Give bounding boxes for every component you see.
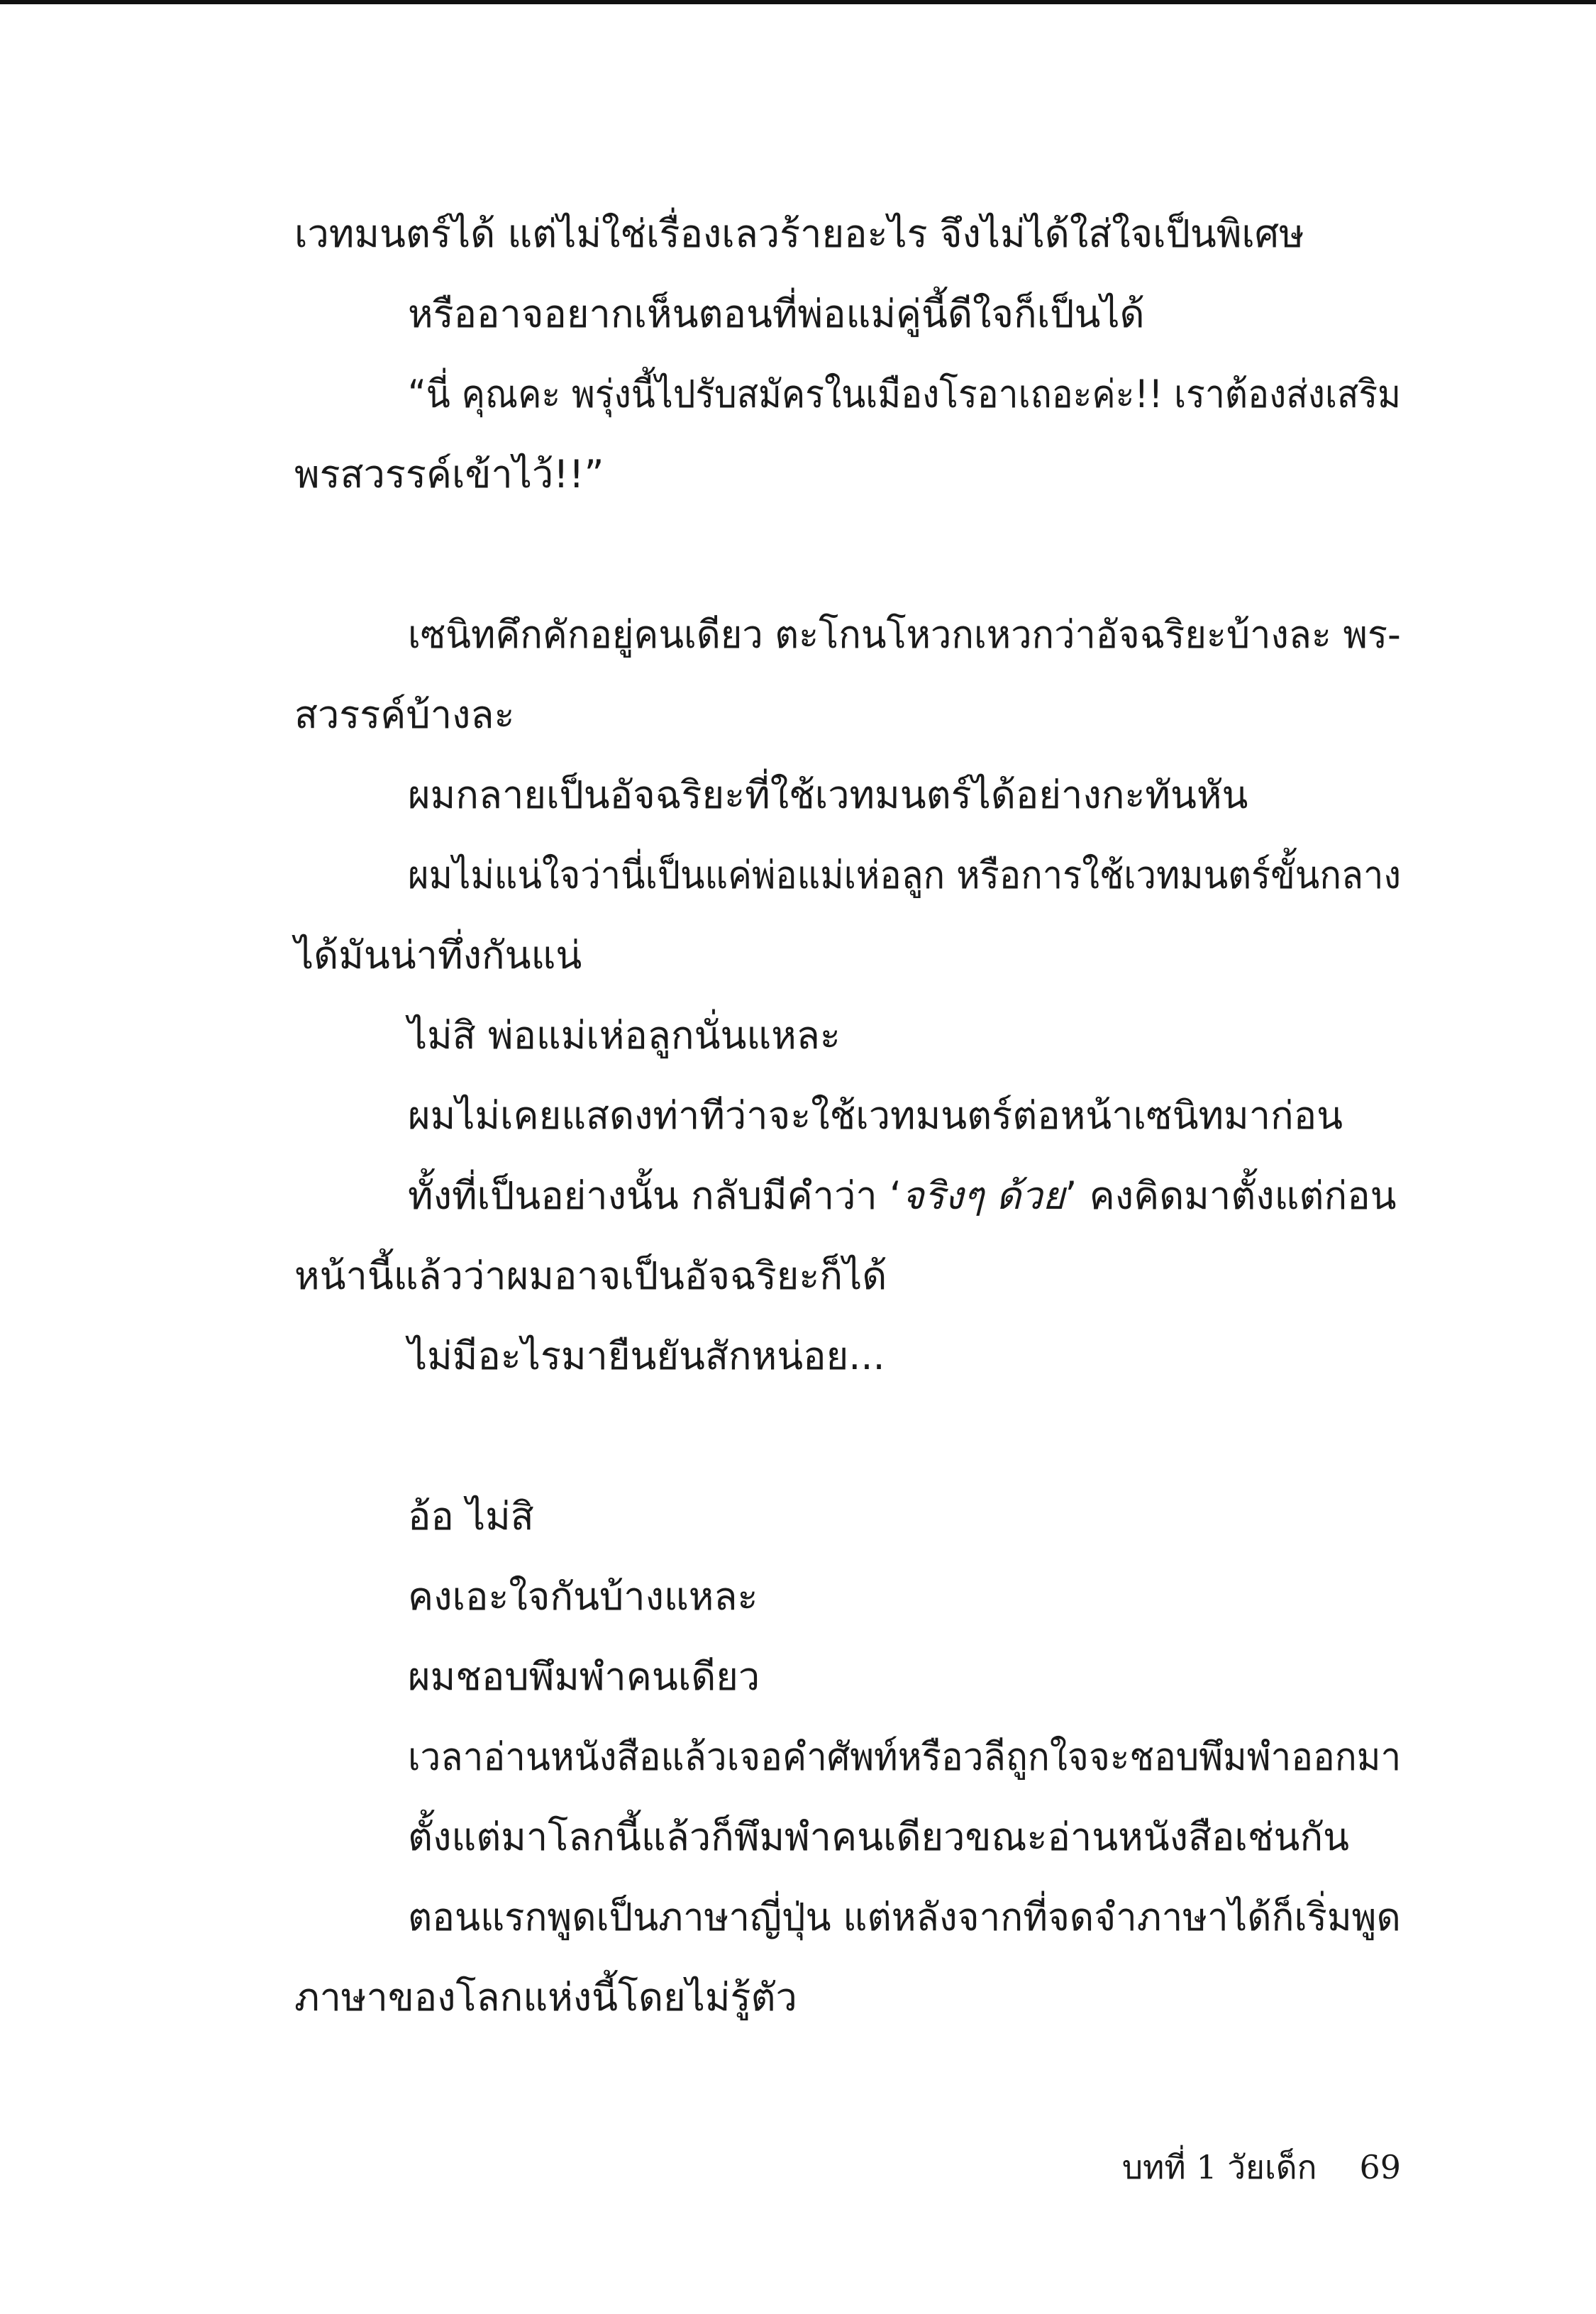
text-line: ผมชอบพึมพำคนเดียว xyxy=(408,1654,760,1699)
text-line: พรสวรรค์เข้าไว้!!” xyxy=(294,452,604,497)
text-line: ตอนแรกพูดเป็นภาษาญี่ปุ่น แต่หลังจากที่จดจำภาษาได้ก็เริ่มพูด xyxy=(408,1895,1401,1939)
text-line: ไม่สิ พ่อแม่เห่อลูกนั่นแหละ xyxy=(408,1013,841,1058)
page-footer xyxy=(1122,2142,1401,2192)
text-line: ภาษาของโลกแห่งนี้โดยไม่รู้ตัว xyxy=(294,1975,797,2020)
text-line: เซนิทคึกคักอยู่คนเดียว ตะโกนโหวกเหวกว่าอัจฉริยะบ้างละ พร- xyxy=(408,612,1401,657)
text-line: ผมไม่แน่ใจว่านี่เป็นแค่พ่อแม่เห่อลูก หรือการใช้เวทมนตร์ขั้นกลาง xyxy=(408,853,1402,897)
text-segment: ทั้งที่เป็นอย่างนั้น กลับมีคำว่า ‘ xyxy=(408,1173,902,1218)
chapter-title: บทที่ 1 วัยเด็ก xyxy=(1121,2148,1317,2186)
text-line: สวรรค์บ้างละ xyxy=(294,692,515,737)
text-line: เวทมนตร์ได้ แต่ไม่ใช่เรื่องเลวร้ายอะไร จึงไม่ได้ใส่ใจเป็นพิเศษ xyxy=(294,211,1304,256)
page-number: 69 xyxy=(1359,2148,1401,2186)
text-line: ผมกลายเป็นอัจฉริยะที่ใช้เวทมนตร์ได้อย่างกะทันหัน xyxy=(408,773,1248,817)
text-line: ได้มันน่าทึ่งกันแน่ xyxy=(294,933,582,978)
text-line: ตั้งแต่มาโลกนี้แล้วก็พึมพำคนเดียวขณะอ่านหนังสือเช่นกัน xyxy=(408,1815,1350,1859)
italic-phrase: จริงๆ ด้วย xyxy=(902,1173,1065,1218)
text-line: คงเอะใจกันบ้างแหละ xyxy=(408,1574,758,1619)
text-line xyxy=(408,1164,1397,1228)
text-segment: ’ คงคิดมาตั้งแต่ก่อน xyxy=(1065,1173,1397,1218)
text-line: ไม่มีอะไรมายืนยันสักหน่อย... xyxy=(408,1334,885,1378)
text-line: “นี่ คุณคะ พรุ่งนี้ไปรับสมัครในเมืองโรอาเถอะค่ะ!! เราต้องส่งเสริม xyxy=(408,372,1401,416)
text-line: อ้อ ไม่สิ xyxy=(408,1494,534,1539)
top-border-rule xyxy=(0,0,1596,4)
text-line: เวลาอ่านหนังสือแล้วเจอคำศัพท์หรือวลีถูกใจจะชอบพึมพำออกมา xyxy=(408,1734,1402,1779)
text-line: หน้านี้แล้วว่าผมอาจเป็นอัจฉริยะก็ได้ xyxy=(294,1253,887,1298)
text-line: หรืออาจอยากเห็นตอนที่พ่อแม่คู่นี้ดีใจก็เป็นได้ xyxy=(408,292,1145,336)
text-line: ผมไม่เคยแสดงท่าทีว่าจะใช้เวทมนตร์ต่อหน้าเซนิทมาก่อน xyxy=(408,1093,1343,1138)
